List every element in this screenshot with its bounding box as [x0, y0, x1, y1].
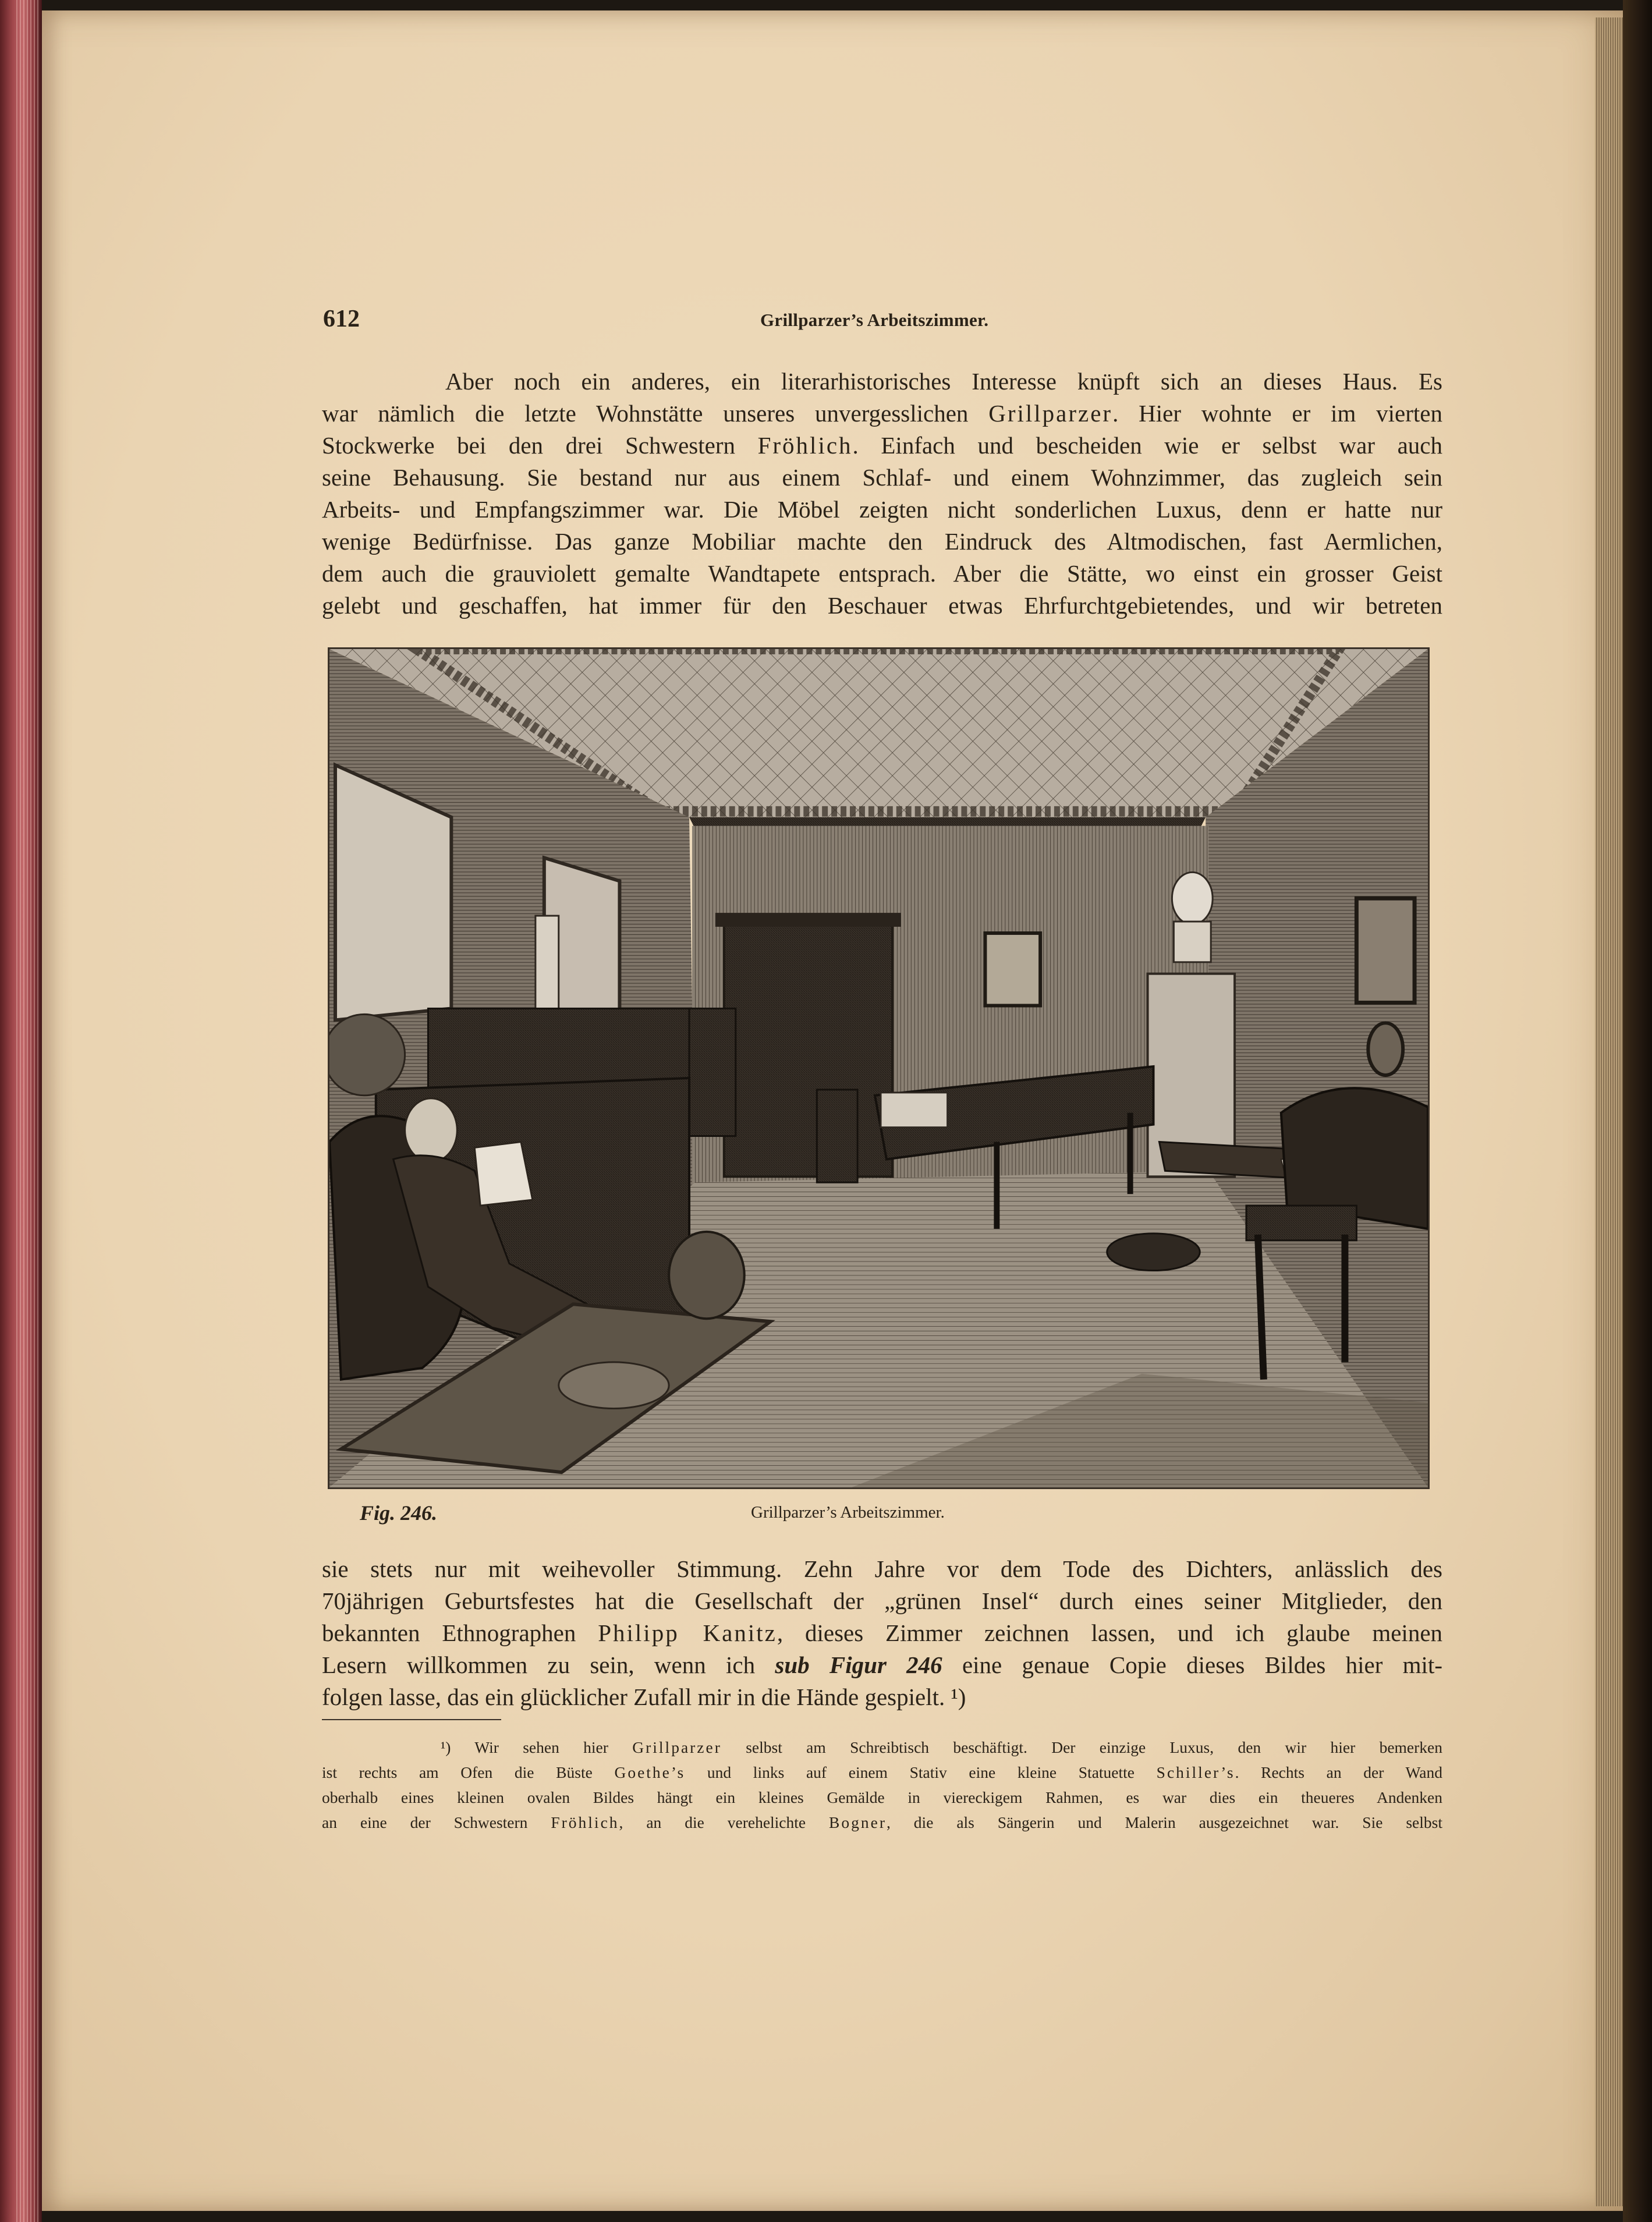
room-engraving: [329, 649, 1428, 1487]
footnote-line: ¹) Wir sehen hier Grillparzer selbst am Schreibtisch beschäftigt. Der einzige Luxus, den wir hier bemerken: [441, 1738, 1442, 1756]
footnote-line: ist rechts am Ofen die Büste Goethe’s und links auf einem Stativ eine kleine Statuette Schiller’s. Rechts an der Wand: [322, 1763, 1442, 1781]
bust: [1172, 872, 1213, 924]
figure-caption: Grillparzer’s Arbeitszimmer.: [751, 1503, 945, 1522]
oval-picture: [1368, 1023, 1403, 1075]
wardrobe: [724, 922, 892, 1176]
engraving-figure: [328, 647, 1430, 1489]
running-title: Grillparzer’s Arbeitszimmer.: [760, 310, 989, 330]
page-number: 612: [323, 306, 360, 332]
text-line: folgen lasse, das ein glücklicher Zufall mir in die Hände gespielt. ¹): [322, 1684, 966, 1710]
painting-frame: [1356, 898, 1415, 1002]
text-line: war nämlich die letzte Wohnstätte unseres unvergesslichen Grillparzer. Hier wohnte er im vierten: [322, 400, 1442, 427]
statuette: [536, 916, 559, 1020]
text-line: gelebt und geschaffen, hat immer für den Beschauer etwas Ehrfurchtgebietendes, und wir betreten: [322, 592, 1442, 619]
page-stack-lines: [16, 0, 40, 2222]
chair-right: [1246, 1206, 1356, 1241]
footnote-line: an eine der Schwestern Fröhlich, an die verehelichte Bogner, die als Sängerin und Malerin ausgezeichnet war. Sie selbst: [322, 1813, 1442, 1831]
text-line: dem auch die grauviolett gemalte Wandtapete entsprach. Aber die Stätte, wo einst ein grosser Geist: [322, 560, 1442, 587]
text-line: Lesern willkommen zu sein, wenn ich sub Figur 246 eine genaue Copie dieses Bildes hier mit-: [322, 1652, 1442, 1678]
text-line: sie stets nur mit weihevoller Stimmung. Zehn Jahre vor dem Tode des Dichters, anlässlich des: [322, 1555, 1442, 1582]
text-line: wenige Bedürfnisse. Das ganze Mobiliar machte den Eindruck des Altmodischen, fast Aermlichen,: [322, 528, 1442, 555]
plant: [329, 1014, 405, 1095]
text-line: Stockwerke bei den drei Schwestern Fröhlich. Einfach und bescheiden wie er selbst war auch: [322, 432, 1442, 459]
text-line: bekannten Ethnographen Philipp Kanitz, dieses Zimmer zeichnen lassen, und ich glaube meinen: [322, 1619, 1443, 1646]
figure-reference: sub Figur 246: [775, 1652, 942, 1678]
page-fore-edge: [1595, 17, 1623, 2206]
footnote-rule: [322, 1719, 501, 1720]
paragraph-1: [322, 366, 1442, 622]
text-line: 70jährigen Geburtsfestes hat die Gesellschaft der „grünen Insel“ durch eines seiner Mitglieder, den: [322, 1587, 1442, 1614]
picture-frame: [985, 933, 1040, 1005]
seated-figure: [405, 1098, 458, 1163]
footnote-line: oberhalb eines kleinen ovalen Bildes hängt ein kleines Gemälde in viereckigem Rahmen, es war dies ein theueres Andenken: [322, 1788, 1442, 1806]
text-line: Aber noch ein anderes, ein literarhistorisches Interesse knüpft sich an dieses Haus. Es: [445, 368, 1442, 395]
bookshelf: [428, 1008, 701, 1089]
chair: [817, 1090, 857, 1182]
footnote: [322, 1735, 1442, 1835]
text-line: seine Behausung. Sie bestand nur aus einem Schlaf- und einem Wohnzimmer, das zugleich sein: [322, 464, 1442, 491]
paragraph-2: [322, 1553, 1442, 1713]
text-line: Arbeits- und Empfangszimmer war. Die Möbel zeigten nicht sonderlichen Luxus, denn er hatte nur: [322, 496, 1442, 523]
stool: [1107, 1234, 1200, 1271]
figure-label: Fig. 246.: [360, 1501, 438, 1525]
book-cover-edge: [1623, 0, 1652, 2222]
vase: [669, 1232, 745, 1319]
